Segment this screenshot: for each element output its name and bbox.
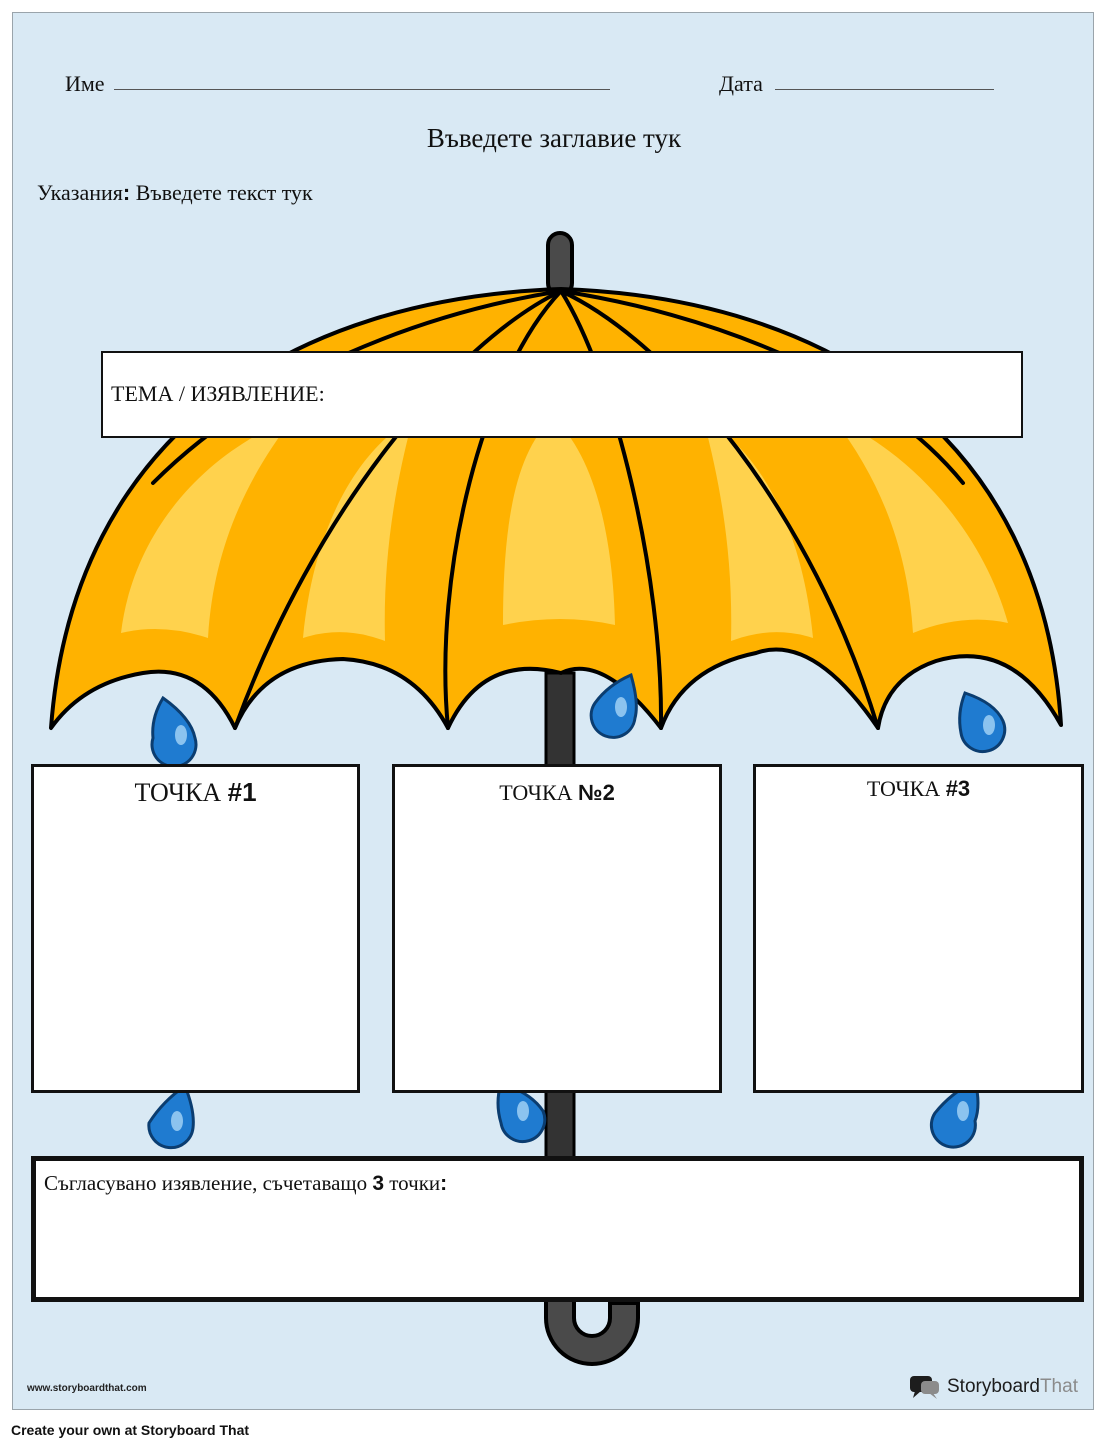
instructions-text: Въведете текст тук — [135, 180, 313, 205]
create-your-own-link[interactable]: Create your own at Storyboard That — [11, 1422, 250, 1438]
storyboardthat-logo[interactable] — [909, 1374, 1078, 1400]
speech-bubble-icon — [909, 1374, 941, 1400]
raindrop-icon — [149, 1086, 193, 1148]
point-label-3: ТОЧКА #3 — [866, 776, 971, 801]
thesis-box[interactable] — [101, 351, 1023, 438]
point-box-3[interactable] — [753, 764, 1084, 1093]
point-label-1: ТОЧКА #1 — [134, 777, 257, 807]
worksheet — [12, 12, 1094, 1410]
thesis-label: ТЕМА / ИЗЯВЛЕНИЕ: — [111, 381, 325, 406]
raindrop-icon — [152, 698, 196, 767]
point-box-2[interactable] — [392, 764, 722, 1093]
name-field[interactable] — [114, 89, 610, 90]
brand-name: StoryboardThat — [947, 1376, 1078, 1397]
point-label-2: ТОЧКА №2 — [499, 780, 615, 805]
raindrop-icon — [591, 675, 636, 737]
site-url[interactable]: www.storyboardthat.com — [27, 1383, 147, 1394]
conclusion-label: Съгласувано изявление, съчетаващо 3 точки: — [44, 1171, 448, 1195]
umbrella-handle — [546, 1298, 638, 1364]
date-label: Дата — [719, 71, 763, 96]
conclusion-box[interactable] — [31, 1156, 1084, 1302]
umbrella-tip — [548, 233, 572, 295]
raindrop-icon — [960, 693, 1005, 752]
point-box-1[interactable] — [31, 764, 360, 1093]
instructions-label: Указания: — [37, 180, 131, 205]
instructions[interactable] — [37, 180, 313, 206]
date-field[interactable] — [775, 89, 994, 90]
worksheet-title[interactable]: Въведете заглавие тук — [426, 123, 682, 153]
name-label: Име — [65, 71, 105, 96]
